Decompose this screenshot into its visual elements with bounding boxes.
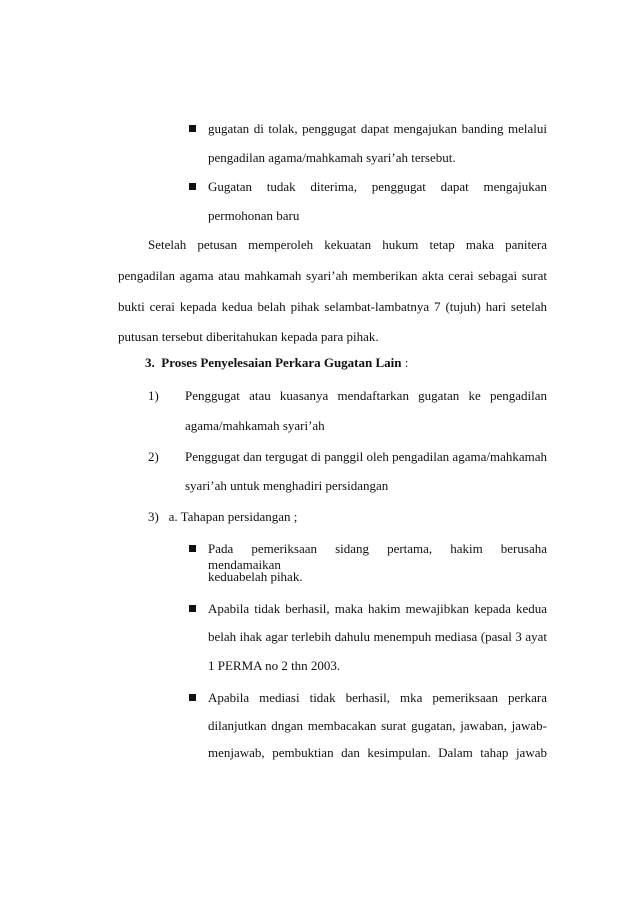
sub-bullet-3b: dilanjutkan dngan membacakan surat gugatan, jawaban, jawab- xyxy=(208,718,547,733)
section-title: Proses Penyelesaian Perkara Gugatan Lain xyxy=(161,355,402,370)
bullet-text-2b: permohonan baru xyxy=(208,208,300,223)
section-heading xyxy=(145,355,408,371)
bullet-text-1b: pengadilan agama/mahkamah syari’ah tersebut. xyxy=(208,150,456,165)
paragraph-line-3: bukti cerai kepada kedua belah pihak selambat-lambatnya 7 (tujuh) hari setelah xyxy=(118,299,547,314)
paragraph-line-2: pengadilan agama atau mahkamah syari’ah memberikan akta cerai sebagai surat xyxy=(118,268,547,283)
bullet-square-icon xyxy=(189,545,196,552)
bullet-square-icon xyxy=(189,125,196,132)
sub-bullet-3a: Apabila mediasi tidak berhasil, mka pemeriksaan perkara xyxy=(208,690,547,705)
step-3-label: 3) a. Tahapan persidangan ; xyxy=(148,509,298,524)
sub-bullet-2a: Apabila tidak berhasil, maka hakim mewajibkan kepada kedua xyxy=(208,601,547,616)
sub-bullet-2b: belah ihak agar terlebih dahulu menempuh mediasa (pasal 3 ayat xyxy=(208,629,547,644)
bullet-text-1a: gugatan di tolak, penggugat dapat mengajukan banding melalui xyxy=(208,121,547,136)
step-text-2b: syari’ah untuk menghadiri persidangan xyxy=(185,478,389,493)
bullet-text-2a: Gugatan tudak diterima, penggugat dapat mengajukan xyxy=(208,179,547,194)
sub-bullet-1b: keduabelah pihak. xyxy=(208,569,303,584)
bullet-square-icon xyxy=(189,183,196,190)
sub-bullet-3c: menjawab, pembuktian dan kesimpulan. Dalam tahap jawab xyxy=(208,745,547,760)
sub-bullet-1a: Pada pemeriksaan sidang pertama, hakim berusaha mendamaikan xyxy=(208,541,547,572)
step-number-2: 2) xyxy=(148,449,159,464)
paragraph-line-4: putusan tersebut diberitahukan kepada para pihak. xyxy=(118,329,379,344)
section-number: 3. xyxy=(145,355,155,370)
section-suffix: : xyxy=(401,355,409,370)
step-text-1a: Penggugat atau kuasanya mendaftarkan gugatan ke pengadilan xyxy=(185,388,547,403)
step-text-2a: Penggugat dan tergugat di panggil oleh pengadilan agama/mahkamah xyxy=(185,449,547,464)
step-number-1: 1) xyxy=(148,388,159,403)
bullet-square-icon xyxy=(189,694,196,701)
sub-bullet-2c: 1 PERMA no 2 thn 2003. xyxy=(208,658,341,673)
step-text-1b: agama/mahkamah syari’ah xyxy=(185,418,325,433)
bullet-square-icon xyxy=(189,605,196,612)
paragraph-line-1: Setelah petusan memperoleh kekuatan hukum tetap maka panitera xyxy=(148,237,547,252)
